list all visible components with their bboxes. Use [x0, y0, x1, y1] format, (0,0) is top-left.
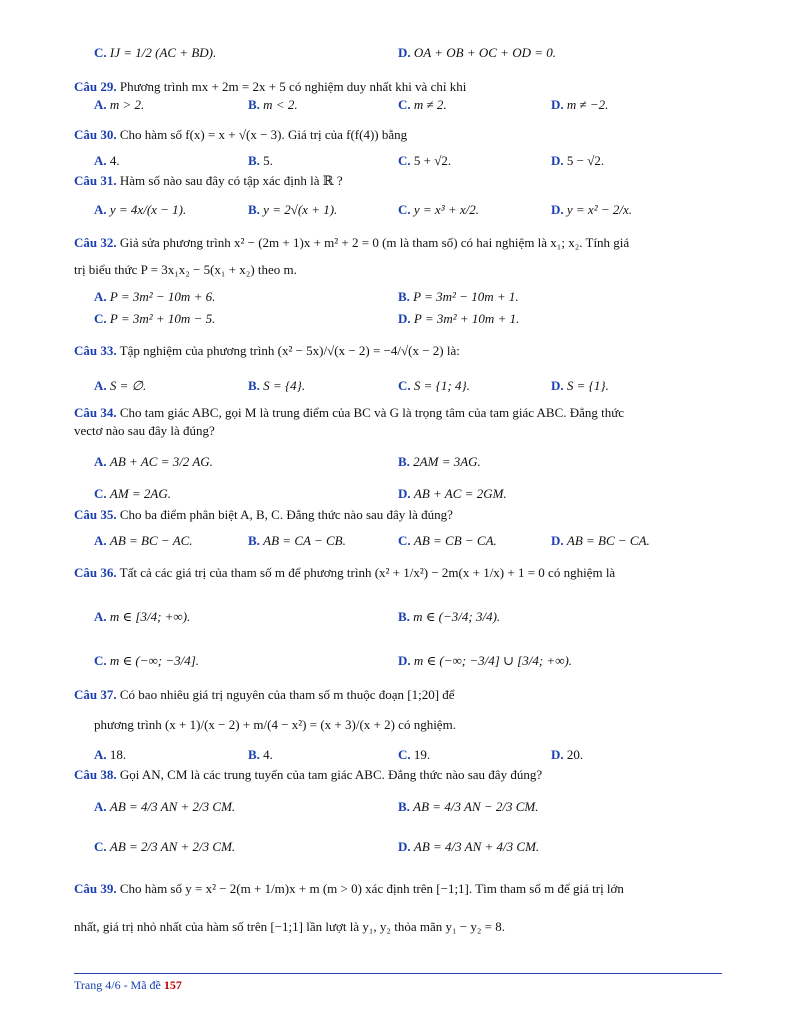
option-d-prev: D. OA + OB + OC + OD = 0. [398, 45, 556, 60]
q35-option-d: D. AB = BC − CA. [551, 533, 650, 548]
q36-option-d: D. m ∈ (−∞; −3/4] ∪ [3/4; +∞). [398, 653, 573, 668]
q35-option-b: B. AB = CA − CB. [248, 533, 346, 548]
q32-option-b: B. P = 3m² − 10m + 1. [398, 289, 519, 304]
q34-option-d: D. AB + AC = 2GM. [398, 486, 507, 501]
q29-option-c: C. m ≠ 2. [398, 97, 447, 112]
question-35: Câu 35. Cho ba điểm phân biệt A, B, C. Đẳng thức nào sau đây là đúng? [74, 507, 453, 522]
q35-option-a: A. AB = BC − AC. [94, 533, 193, 548]
q29-option-d: D. m ≠ −2. [551, 97, 609, 112]
q35-option-c: C. AB = CB − CA. [398, 533, 497, 548]
q32-option-d: D. P = 3m² + 10m + 1. [398, 311, 520, 326]
exam-code: 157 [163, 978, 182, 992]
question-30: Câu 30. Cho hàm số f(x) = x + √(x − 3). Giá trị của f(f(4)) bằng [74, 127, 408, 142]
q33-option-c: C. S = {1; 4}. [398, 378, 470, 393]
q33-option-d: D. S = {1}. [551, 378, 609, 393]
q31-option-d: D. y = x² − 2/x. [551, 202, 633, 217]
q38-option-a: A. AB = 4/3 AN + 2/3 CM. [94, 799, 236, 814]
q31-option-b: B. y = 2√(x + 1). [248, 202, 338, 217]
q38-option-d: D. AB = 4/3 AN + 4/3 CM. [398, 839, 540, 854]
question-34-cont: vectơ nào sau đây là đúng? [74, 423, 215, 438]
q30-option-b: B. 5. [248, 153, 273, 168]
question-38: Câu 38. Gọi AN, CM là các trung tuyến của tam giác ABC. Đẳng thức nào sau đây đúng? [74, 767, 543, 782]
q30-option-d: D. 5 − √2. [551, 153, 605, 168]
q34-option-c: C. AM = 2AG. [94, 486, 172, 501]
question-29: Câu 29. Phương trình mx + 2m = 2x + 5 có nghiệm duy nhất khi và chỉ khi [74, 79, 467, 94]
q30-option-a: A. 4. [94, 153, 120, 168]
q30-option-c: C. 5 + √2. [398, 153, 452, 168]
q36-option-c: C. m ∈ (−∞; −3/4]. [94, 653, 200, 668]
page-footer: Trang 4/6 - Mã đề 157 [74, 978, 182, 992]
question-33: Câu 33. Tập nghiệm của phương trình (x² − 5x)/√(x − 2) = −4/√(x − 2) là: [74, 343, 460, 358]
q31-option-c: C. y = x³ + x/2. [398, 202, 480, 217]
q34-option-b: B. 2AM = 3AG. [398, 454, 481, 469]
q29-option-b: B. m < 2. [248, 97, 298, 112]
question-32-cont: trị biểu thức P = 3x₁x₂ − 5(x₁ + x₂) theo m. [74, 262, 297, 277]
q37-option-c: C. 19. [398, 747, 431, 762]
q37-option-b: B. 4. [248, 747, 273, 762]
question-39-cont: nhất, giá trị nhỏ nhất của hàm số trên [−1;1] lần lượt là y₁, y₂ thỏa mãn y₁ − y₂ = 8. [74, 919, 505, 934]
q29-option-a: A. m > 2. [94, 97, 145, 112]
q32-option-c: C. P = 3m² + 10m − 5. [94, 311, 216, 326]
question-39: Câu 39. Cho hàm số y = x² − 2(m + 1/m)x + m (m > 0) xác định trên [−1;1]. Tìm tham số m để giá trị lớn [74, 881, 624, 896]
q37-option-d: D. 20. [551, 747, 584, 762]
question-36: Câu 36. Tất cả các giá trị của tham số m để phương trình (x² + 1/x²) − 2m(x + 1/x) + 1 = 0 có nghiệm là [74, 565, 616, 580]
q38-option-b: B. AB = 4/3 AN − 2/3 CM. [398, 799, 539, 814]
footer-rule [74, 973, 722, 974]
question-37: Câu 37. Có bao nhiêu giá trị nguyên của tham số m thuộc đoạn [1;20] để [74, 687, 455, 702]
q37-option-a: A. 18. [94, 747, 127, 762]
question-37-cont: phương trình (x + 1)/(x − 2) + m/(4 − x²) = (x + 3)/(x + 2) có nghiệm. [94, 717, 456, 732]
q33-option-a: A. S = ∅. [94, 378, 147, 393]
q32-option-a: A. P = 3m² − 10m + 6. [94, 289, 216, 304]
q34-option-a: A. AB + AC = 3/2 AG. [94, 454, 213, 469]
question-32: Câu 32. Giả sửa phương trình x² − (2m + 1)x + m² + 2 = 0 (m là tham số) có hai nghiệm là x₁; x₂. Tính giá [74, 235, 630, 250]
question-31: Câu 31. Hàm số nào sau đây có tập xác định là ℝ ? [74, 173, 343, 188]
q36-option-a: A. m ∈ [3/4; +∞). [94, 609, 191, 624]
q36-option-b: B. m ∈ (−3/4; 3/4). [398, 609, 501, 624]
question-34: Câu 34. Cho tam giác ABC, gọi M là trung điểm của BC và G là trọng tâm của tam giác ABC. Đẳng thức [74, 405, 625, 420]
q33-option-b: B. S = {4}. [248, 378, 306, 393]
q31-option-a: A. y = 4x/(x − 1). [94, 202, 187, 217]
option-c-prev: C. IJ = 1/2 (AC + BD). [94, 45, 217, 60]
q38-option-c: C. AB = 2/3 AN + 2/3 CM. [94, 839, 236, 854]
